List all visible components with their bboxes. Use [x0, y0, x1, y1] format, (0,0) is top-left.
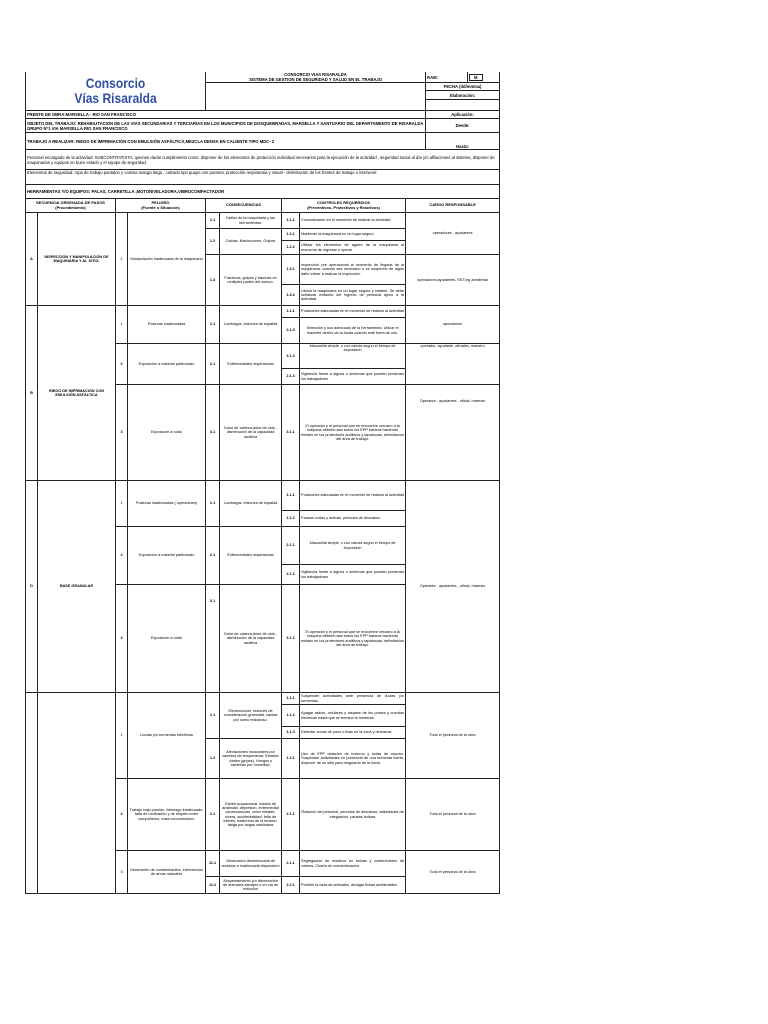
consequence-text: Enfermedades respiratorias: [220, 344, 282, 385]
hazard-text: Posturas inadecuadas ( operadores): [128, 481, 206, 527]
consequence-text: Generación desmesurada de residuos e inadecuada disposición: [220, 851, 282, 877]
frente-de-obra: FRENTE DE OBRA:MARSELLA - RIO SAN FRANCISCO: [26, 111, 426, 119]
cargo-responsable: operadores , ayudantes: [406, 213, 500, 255]
consequence-number: 3.1: [206, 585, 220, 693]
logo: [26, 72, 206, 111]
ram-label: RAM:: [426, 72, 468, 83]
control-number: 1.1.1: [282, 213, 300, 229]
hazard-text: Exposición a material particulado: [128, 344, 206, 385]
consequence-text: Fracturas, golpes y traumas en múltiples partes del cuerpo.: [220, 255, 282, 306]
control-text: Inspección pre operacional al momento de llegada de la maquinaria. cuando sea necesario o se sospeche de algún daño volver a realizar la inspección: [300, 255, 406, 285]
control-text: Ubicar la maquinaria en un lugar seguro y estable. Se debe señalizar evitando del ingreso de personal ajeno a la actividad.: [300, 285, 406, 306]
control-text: Utilizar los elementos de agarre de la maquinaria al momento de ingresar u operar: [300, 241, 406, 255]
hasta-label: Hasta:: [426, 133, 500, 150]
aplicacion-label: Aplicación:: [426, 111, 500, 119]
control-text: Prohibir la caza de animales, divulgar fichas ambientales.: [300, 877, 406, 894]
control-number: 1.1.2: [282, 511, 300, 527]
step-title: RIEGO DE IMPRIMACIÓN CON EMULSIÓN ASFÁLTICA: [38, 306, 116, 481]
control-text: Suspender actividades ante presencia de lluvias y/o tormentas.: [301, 694, 405, 703]
cargo-responsable: Todo el personal de la obra: [406, 851, 500, 894]
control-number: 1.2.1: [282, 229, 300, 241]
personal-encargado: Personal encargado de la actividad: SUBCONTRATISTA, quienes darán cumplimiento como: disponer de los elementos de protección individual necesarios para la ejecución de la actividad , seguridad social al día y/o afiliaciones al sistema, disponer de maquinarias y equipos en buen estado y el equipo de seguridad.: [26, 150, 500, 170]
ram-value: M: [469, 74, 483, 81]
system-name: SISTEMA DE GESTION DE SEGURIDAD Y SALUD EN EL TRABAJO: [249, 77, 383, 82]
hazard-number: 3: [116, 385, 128, 481]
logo-line2: Vías Risaralda: [74, 90, 157, 106]
consequence-text: Electrocución, lesiones de consideración gravedad, caídas por suelo resbaloso.: [220, 693, 282, 739]
elementos-seguridad: Elementos de seguridad: ropa de trabajo pantalon y camisa manga larga , calzado tipo guayo con puntera, protección respiratoria y visual - delimitación de los frentes de trabajo o intervenir.: [26, 170, 500, 185]
col-consecuencias: CONSECUENCIAS: [206, 199, 282, 213]
objeto-del-trabajo: OBJETO DEL TRABAJO: REHABILITACION DE LAS VIAS SECUNDARIAS Y TERCIARIAS EN LOS MUNICIPIOS DE DOSQUEBRADAS, MARSELLA Y SANTUARIO DEL DEPARTAMENTO DE RISARALDA GRUPO N°1 VIA MARSELLA RIO SAN FRANCISCO: [26, 119, 426, 133]
control-number: 2.1.2: [282, 344, 300, 369]
section-letter: A: [26, 213, 38, 306]
control-text: Rotación del personal, periodos de descanso, actividades de integración, pausas activas: [300, 779, 406, 851]
table-row: [26, 213, 500, 229]
consequence-text: Enfermedades respiratorias: [220, 527, 282, 585]
hazard-text: Exposición a material particulado: [128, 527, 206, 585]
hazard-number: 2: [116, 527, 128, 585]
control-text: Concentración en el momento de realizar la actividad: [300, 213, 406, 229]
control-number: 1.3.1: [282, 255, 300, 285]
control-number: 2.1.3: [282, 318, 300, 344]
consequence-number: 1.1: [206, 213, 220, 229]
control-text: El operador y el personal que se encuentre cercano a la máquina deberá usar todos los EPP básicos haciendo énfasis en los protectores auditivos y tapabocas, delimitacion del área de trabajo.: [300, 385, 406, 481]
col-peligro: PELIGRO: [151, 199, 170, 205]
hazard-text: Posturas inadecuadas: [128, 306, 206, 344]
control-number: 1.1.2: [282, 705, 300, 727]
control-text: Mantener la maquinaria en un lugar seguro: [300, 229, 406, 241]
control-number: 1.3.2: [282, 285, 300, 306]
company-name: CONSORCIO VIAS RISARALDA: [284, 72, 347, 77]
hazard-text: Exposición a ruido: [128, 385, 206, 481]
consequence-number: 1.3: [206, 255, 220, 306]
cargo-responsable: Todo el personal de la obra: [406, 693, 500, 779]
control-number: 1.1.1: [282, 481, 300, 511]
hazard-number: 1: [116, 213, 128, 306]
control-text: Vigilancia frente a signos o síntomas que puedan presentar los trabajadores: [300, 369, 406, 385]
control-number: 1.2.1: [282, 739, 300, 779]
control-text: Posiciones adecuadas en el momento de realizar la actividad: [300, 306, 406, 318]
hazard-number: 1: [116, 693, 128, 779]
consequence-text: Daños de la maquinaria y las herramientas.: [220, 213, 282, 229]
document-sheet: [25, 72, 499, 934]
consequence-text: Estrés ocupacional, estado de ansiedad, depresión, enfermedad cardiovascular, colon irritable, ulcera, accidentalidad, falta de interés, trastornos de la tensión, fatiga por largas caminatas: [220, 779, 282, 851]
section-letter-empty: [26, 693, 38, 894]
hazard-number: 1: [116, 481, 128, 527]
col-controles: CONTROLES REQUERIDOS: [316, 199, 371, 205]
col-secuencia-sub: (Procedimiento): [55, 204, 86, 210]
control-text: El operador y el personal que se encuentre cercano a la máquina deberá usar todos los EPP básicos haciendo énfasis en los protectores auditivos y tapabocas, delimitacion del área de trabajo.: [300, 585, 406, 693]
control-text: Selección y uso adecuado de la herramienta. Ubicar el machete dentro de la funda cuando este fuera de uso.: [300, 318, 406, 344]
col-cargo: CARGO RESPONSABLE: [406, 199, 500, 213]
consequence-text: Dolor de cabeza,dolor de oido , disminución de la capacidad auditiva: [220, 585, 282, 693]
control-text: Pausas cortas y activas, periodos de descanso: [300, 511, 406, 527]
hazard-number: 2: [116, 344, 128, 385]
logo-line1: Consorcio: [85, 75, 146, 91]
cargo-responsable: operadores,ayudantes, SST,ing ambiental: [406, 255, 500, 306]
table-row: [26, 693, 500, 705]
consequence-number: 2.1: [206, 779, 220, 851]
col-controles-sub: (Preventivos, Protectivos y Reactivos): [307, 204, 380, 210]
cargo-responsable: operador, ayudante ,oficiales, maestro: [406, 344, 500, 385]
hazard-number: 3: [116, 851, 128, 894]
consequence-number: 1.1: [206, 306, 220, 344]
hazard-number: 1: [116, 306, 128, 344]
control-number: 2.1.1: [282, 779, 300, 851]
control-number: 2.1.1: [282, 851, 300, 877]
col-secuencia: SECUENCIA ORDENADA DE PASOS: [36, 199, 105, 205]
control-number: 1.2.2: [282, 241, 300, 255]
control-number: 2.1.3: [282, 369, 300, 385]
consequence-number: 3.1: [206, 385, 220, 481]
consequence-text: Caídas, Machucones, Golpes: [220, 229, 282, 255]
cargo-responsable: Operador , ayudantes , oficial, maestro: [406, 385, 500, 481]
consequence-number: 1.2: [206, 229, 220, 255]
section-letter: D: [26, 481, 38, 693]
consequence-text: Afectaciones musculares por cambios de temperatura. Estados virales (gripes). Hongos y bacterias por humedad.: [220, 739, 282, 779]
cargo-responsable: operadores: [406, 306, 500, 344]
trabajo-a-realizar: TRABAJO A REALIZAR: RIEGO DE IMPRIMACIÓN CON EMULSIÓN ASFÁLTICA,MEZCLA DENSA EN CALIENTE TIPO MDC- 2: [26, 133, 426, 150]
control-number: 2.1.1: [282, 527, 300, 565]
consequence-text: Dolor de cabeza,dolor de oido , disminución de la capacidad auditiva: [220, 385, 282, 481]
col-peligro-sub: (Fuente o Situación): [141, 204, 180, 210]
control-text: Segregación de residuos en bolsas y contenedores de colores. Charla de concientización.: [300, 851, 406, 877]
control-text: Mascarilla simple, o con canula según el tiempo de exposición: [300, 527, 406, 565]
hazard-number: 3: [116, 585, 128, 693]
cargo-responsable: Operador , ayudantes , oficial, maestro: [406, 481, 500, 693]
step-title: INSPECCIÓN Y MANIPULACIÓN DE MAQUINARIA Y AL SITIO.: [38, 213, 116, 306]
control-number: 2.1.2: [282, 565, 300, 585]
hazard-text: Exposición a ruido: [128, 585, 206, 693]
consequence-text: Lumbagos, lesiones de espalda: [220, 306, 282, 344]
control-number: 3.1.2: [282, 585, 300, 693]
control-text: Posiciones adecuadas en el momento de realizar la actividad: [300, 481, 406, 511]
consequence-number: 2.1: [206, 344, 220, 385]
consequence-number: 2.1: [206, 527, 220, 585]
fecha-label: FECHA (dd/mm/aa): [426, 83, 500, 91]
herramientas-equipos: HERRAMIENTAS Y/O EQUIPOS: PALAS, CARRETILLA ,MOTONIVELADORA,VIBROCOMPACTADOR: [26, 185, 500, 199]
cargo-responsable: Todo el personal de la obra: [406, 779, 500, 851]
control-number: 1.1.1: [282, 306, 300, 318]
consequence-text: Lumbagos, lesiones de espalda: [220, 481, 282, 527]
consequence-number: 11.2: [206, 877, 220, 894]
elaboracion-label: Elaboración:: [426, 91, 500, 100]
desde-label: Desde:: [426, 119, 500, 133]
consequence-number: 1.1: [206, 693, 220, 739]
control-text: Vigilancia frente a signos o síntomas que puedan presentar los trabajadores: [300, 565, 406, 585]
risk-analysis-table: [25, 72, 500, 894]
control-text: Mascarilla simple, o con canula según el tiempo de exposición: [300, 344, 406, 369]
hazard-text: Manipulación inadecuada de la maquinaria: [128, 213, 206, 306]
hazard-number: 2: [116, 779, 128, 851]
consequence-number: 1.1: [206, 481, 220, 527]
consequence-text: Ahuyentamiento y/o disminución de animales salvajes o en vía de extinción: [220, 877, 282, 894]
hazard-text: Trabajo bajo presión, liderazgo inadecuado, falta de motivación y de respeto entre compañeros, mala comunicación.: [128, 779, 206, 851]
table-row: [26, 481, 500, 511]
consequence-number: 1.2: [206, 739, 220, 779]
control-number: 1.1.1: [282, 693, 300, 705]
control-number: 1.1.3: [282, 727, 300, 739]
control-text: Apagar radios, celulares y alejarse de los postes y cuerdas eléctricas hasta que se termine la tormenta.: [300, 705, 406, 727]
step-title-empty: [38, 693, 116, 894]
control-text: Uso de EPP dotación de invierno y botas de caucho. Suspender actividades en presencia de una tormenta fuerte, disponer de un sitio para resguardo de la lluvia.: [300, 739, 406, 779]
control-number: 2.2.1: [282, 877, 300, 894]
hazard-text: Lluvias y/o tormentas eléctricas: [128, 693, 206, 779]
control-text: Detectar zonas de pozo o lisas en la zona y demarcar.: [300, 727, 406, 739]
consequence-number: 11.1: [206, 851, 220, 877]
hazard-text: Generación de contaminantes, intervención de áreas naturales: [128, 851, 206, 894]
section-letter: B: [26, 306, 38, 481]
step-title: BASE GRANULAR: [38, 481, 116, 693]
control-number: 3.1.1: [282, 385, 300, 481]
table-row: [26, 306, 500, 318]
